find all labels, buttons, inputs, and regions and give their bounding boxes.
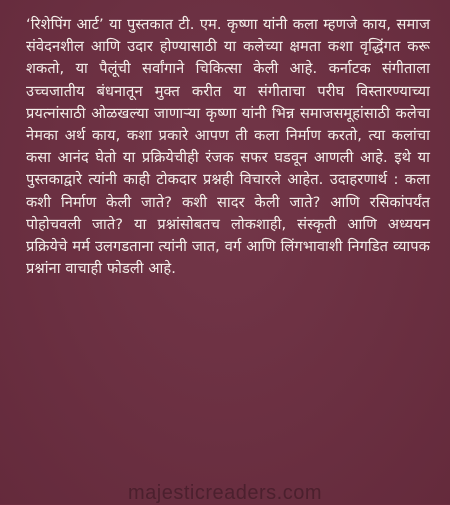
book-blurb [26, 14, 430, 280]
watermark-text: majesticreaders.com [127, 482, 322, 504]
blurb-paragraph: ‘रिशेपिंग आर्ट’ या पुस्तकात टी. एम. कृष्णा यांनी कला म्हणजे काय, समाज संवेदनशील आणि उदार होण्यासाठी या कलेच्या क्षमता कशा वृद्धिंगत करू शकतो, या पैलूंची सर्वांगाने चिकित्सा केली आहे. कर्नाटक संगीताला उच्चजातीय बंधनातून मुक्त करीत या संगीताचा परीघ विस्तारण्याच्या प्रयत्नांसाठी ओळखल्या जाणाऱ्या कृष्णा यांनी भिन्न समाजसमूहांसाठी कलेचा नेमका अर्थ काय, कशा प्रकारे आपण ती कला निर्माण करतो, त्या कलांचा कसा आनंद घेतो या प्रक्रियेचीही रंजक सफर घडवून आणली आहे. इथे या पुस्तकाद्वारे त्यांनी काही टोकदार प्रश्नही विचारले आहेत. उदाहरणार्थ : कला कशी निर्माण केली जाते? कशी सादर केली जाते? आणि रसिकांपर्यंत पोहोचवली जाते? या प्रश्नांसोबतच लोकशाही, संस्कृती आणि अध्ययन प्रक्रियेचे मर्म उलगडताना त्यांनी जात, वर्ग आणि लिंगभावाशी निगडित व्यापक प्रश्नांना वाचाही फोडली आहे. [26, 16, 430, 278]
